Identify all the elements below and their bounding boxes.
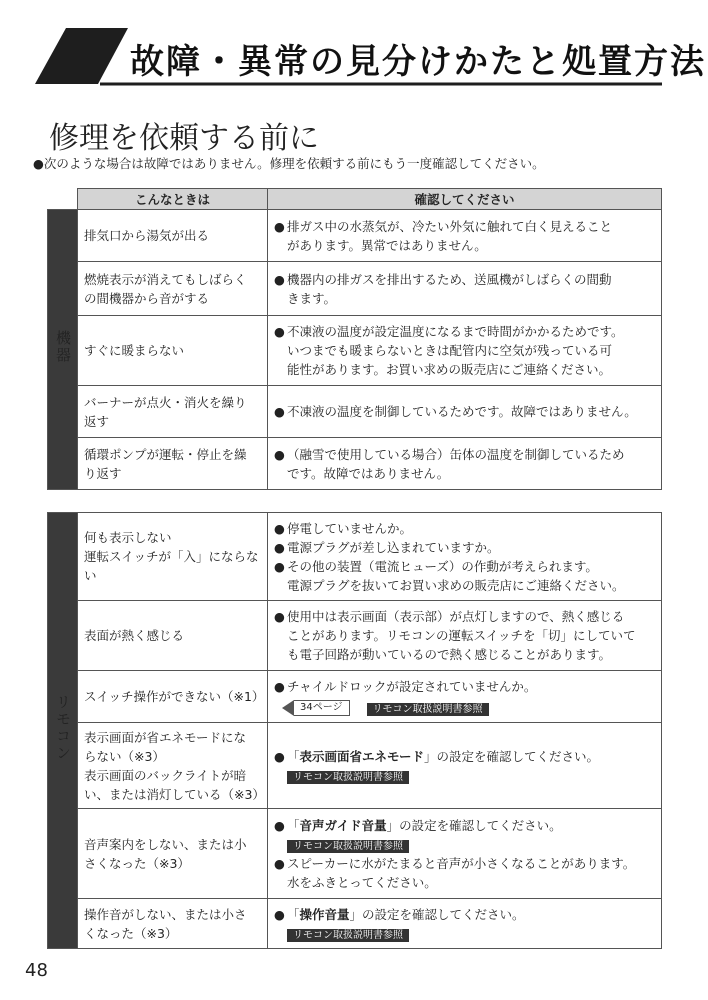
condition-cell: バーナーが点火・消火を繰り 返す — [78, 386, 268, 438]
condition-cell: 循環ポンプが運転・停止を繰 り返す — [78, 438, 268, 490]
condition-cell: 操作音がしない、または小さ くなった（※3） — [78, 899, 268, 949]
answer-cell: ● 「音声ガイド音量」の設定を確認してください。 リモコン取扱説明書参照 ● スピーカーに水がたまると音声が小さくなることがあります。 水をふきとってください。 — [268, 809, 662, 899]
answer-cell: ● 不凍液の温度を制御しているためです。故障ではありません。 — [268, 386, 662, 438]
answer-cell: ● チャイルドロックが設定されていませんか。 34ページ リモコン取扱説明書参照 — [268, 671, 662, 723]
intro-text: ●次のような場合は故障ではありません。修理を依頼する前にもう一度確認してください。 — [33, 156, 545, 171]
condition-cell: スイッチ操作ができない（※1） — [78, 671, 268, 723]
page-header — [0, 0, 708, 95]
table-row — [48, 316, 662, 386]
answer-cell: ● 不凍液の温度が設定温度になるまで時間がかかるためです。 いつまでも暖まらないときは配管内に空気が残っている可 能性があります。お買い求めの販売店にご連絡ください。 — [268, 316, 662, 386]
answer-cell: ● 排ガス中の水蒸気が、冷たい外気に触れて白く見えること があります。異常ではありません。 — [268, 210, 662, 262]
page-number: 48 — [25, 960, 48, 981]
manual-reference-tag: リモコン取扱説明書参照 — [367, 703, 489, 716]
group-label-remote: リモコン — [48, 513, 78, 949]
manual-reference-tag: リモコン取扱説明書参照 — [287, 840, 409, 853]
remote-table — [47, 512, 662, 949]
answer-cell: ● （融雪で使用している場合）缶体の温度を制御しているため です。故障ではありません。 — [268, 438, 662, 490]
answer-cell: ● 「表示画面省エネモード」の設定を確認してください。 リモコン取扱説明書参照 — [268, 723, 662, 809]
column-header-check: 確認してください — [268, 189, 662, 210]
manual-reference-tag: リモコン取扱説明書参照 — [287, 929, 409, 942]
condition-cell: 排気口から湯気が出る — [78, 210, 268, 262]
device-table — [47, 188, 662, 490]
answer-cell: ● 使用中は表示画面（表示部）が点灯しますので、熱く感じる ことがあります。リモコンの運転スイッチを「切」にしていて も電子回路が動いているので熱く感じることがあります。 — [268, 601, 662, 671]
table-row — [48, 601, 662, 671]
table-row — [48, 386, 662, 438]
condition-cell: すぐに暖まらない — [78, 316, 268, 386]
condition-cell: 燃焼表示が消えてもしばらく の間機器から音がする — [78, 262, 268, 316]
section-title: 修理を依頼する前に — [49, 121, 319, 156]
column-header-condition: こんなときは — [78, 189, 268, 210]
condition-cell: 音声案内をしない、または小 さくなった（※3） — [78, 809, 268, 899]
page-reference-badge: 34ページ — [282, 700, 350, 716]
table-row — [48, 723, 662, 809]
table-row — [48, 809, 662, 899]
condition-cell: 表示画面が省エネモードにな らない（※3） 表示画面のバックライトが暗 い、または消灯している（※3） — [78, 723, 268, 809]
group-label-device: 機器 — [48, 210, 78, 490]
answer-cell: ● 機器内の排ガスを排出するため、送風機がしばらくの間動 きます。 — [268, 262, 662, 316]
table-row — [48, 899, 662, 949]
table-row — [48, 262, 662, 316]
table-row — [48, 671, 662, 723]
answer-cell: ● 「操作音量」の設定を確認してください。 リモコン取扱説明書参照 — [268, 899, 662, 949]
condition-cell: 何も表示しない 運転スイッチが「入」にならない — [78, 513, 268, 601]
table-row — [48, 513, 662, 601]
manual-reference-tag: リモコン取扱説明書参照 — [287, 771, 409, 784]
table-row — [48, 210, 662, 262]
chapter-title: 故障・異常の見分けかたと処置方法 — [130, 42, 706, 82]
answer-cell: ● 停電していませんか。 ● 電源プラグが差し込まれていますか。 ● その他の装置（電流ヒューズ）の作動が考えられます。 電源プラグを抜いてお買い求めの販売店にご連絡ください。 — [268, 513, 662, 601]
condition-cell: 表面が熱く感じる — [78, 601, 268, 671]
pointer-icon — [282, 700, 294, 716]
table-row — [48, 438, 662, 490]
